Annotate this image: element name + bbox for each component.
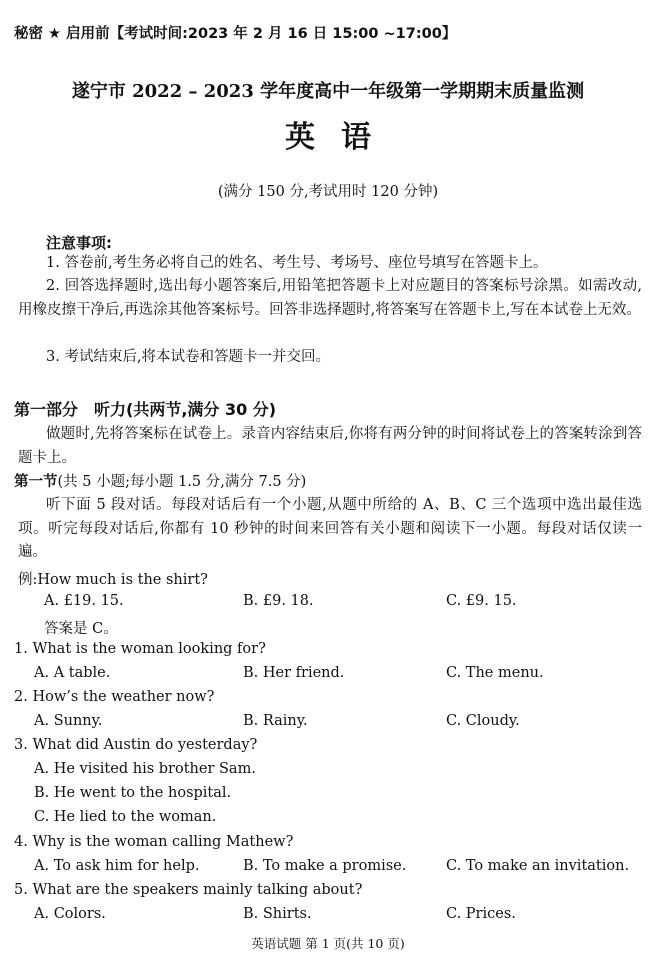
section1-heading [14, 470, 306, 491]
q4-option-b: B. To make a promise. [243, 858, 407, 874]
exam-title: 遂宁市 2022 – 2023 学年度高中一年级第一学期期末质量监测 [71, 81, 585, 102]
q1-option-b: B. Her friend. [243, 665, 345, 681]
q1-option-a: A. A table. [34, 665, 111, 681]
q5-option-c: C. Prices. [446, 906, 516, 922]
question-4: 4. Why is the woman calling Mathew? [14, 834, 294, 850]
example-option-c: C. £9. 15. [446, 593, 517, 609]
notice-item-3: 3. 考试结束后,将本试卷和答题卡一并交回。 [46, 349, 331, 365]
q3-option-c: C. He lied to the woman. [34, 809, 217, 825]
subject-title: 英语 [285, 120, 397, 155]
notice-item-1: 1. 答卷前,考生务必将自己的姓名、考生号、考场号、座位号填写在答题卡上。 [46, 255, 548, 271]
q2-option-c: C. Cloudy. [446, 713, 520, 729]
q3-option-b: B. He went to the hospital. [34, 785, 232, 801]
q4-option-c: C. To make an invitation. [446, 858, 630, 874]
q3-option-a: A. He visited his brother Sam. [34, 761, 256, 777]
section1-heading-label: 第一节 [14, 474, 58, 490]
part1-instruction: 做题时,先将答案标在试卷上。录音内容结束后,你将有两分钟的时间将试卷上的答案转涂到答题卡上。 [18, 426, 642, 466]
example-option-a: A. £19. 15. [44, 593, 124, 609]
notice-item-2: 2. 回答选择题时,选出每小题答案后,用铅笔把答题卡上对应题目的答案标号涂黑。如需改动,用橡皮擦干净后,再选涂其他答案标号。回答非选择题时,将答案写在答题卡上,写在本试卷上无效。 [18, 278, 642, 318]
q1-option-c: C. The menu. [446, 665, 544, 681]
section1-instruction: 听下面 5 段对话。每段对话后有一个小题,从题中所给的 A、B、C 三个选项中选出最佳选项。听完每段对话后,你都有 10 秒钟的时间来回答有关小题和阅读下一小题。每段对话仅读一遍。 [18, 497, 642, 560]
q2-option-b: B. Rainy. [243, 713, 308, 729]
example-option-b: B. £9. 18. [243, 593, 314, 609]
example-answer: 答案是 C。 [44, 621, 118, 637]
example-question: 例:How much is the shirt? [18, 572, 208, 588]
q5-option-a: A. Colors. [34, 906, 106, 922]
q2-option-a: A. Sunny. [34, 713, 103, 729]
section1-heading-detail: (共 5 小题;每小题 1.5 分,满分 7.5 分) [57, 474, 307, 490]
notice-title: 注意事项: [46, 234, 112, 252]
question-3: 3. What did Austin do yesterday? [14, 737, 258, 753]
q4-option-a: A. To ask him for help. [34, 858, 200, 874]
question-5: 5. What are the speakers mainly talking about? [14, 882, 363, 898]
secret-header: 秘密 ★ 启用前【考试时间:2023 年 2 月 16 日 15:00 ~17:00】 [14, 26, 457, 42]
score-info: (满分 150 分,考试用时 120 分钟) [217, 184, 439, 200]
page-footer: 英语试题 第 1 页(共 10 页) [251, 936, 405, 951]
question-1: 1. What is the woman looking for? [14, 641, 266, 657]
question-2: 2. How’s the weather now? [14, 689, 215, 705]
q5-option-b: B. Shirts. [243, 906, 312, 922]
part1-heading: 第一部分 听力(共两节,满分 30 分) [14, 400, 277, 419]
